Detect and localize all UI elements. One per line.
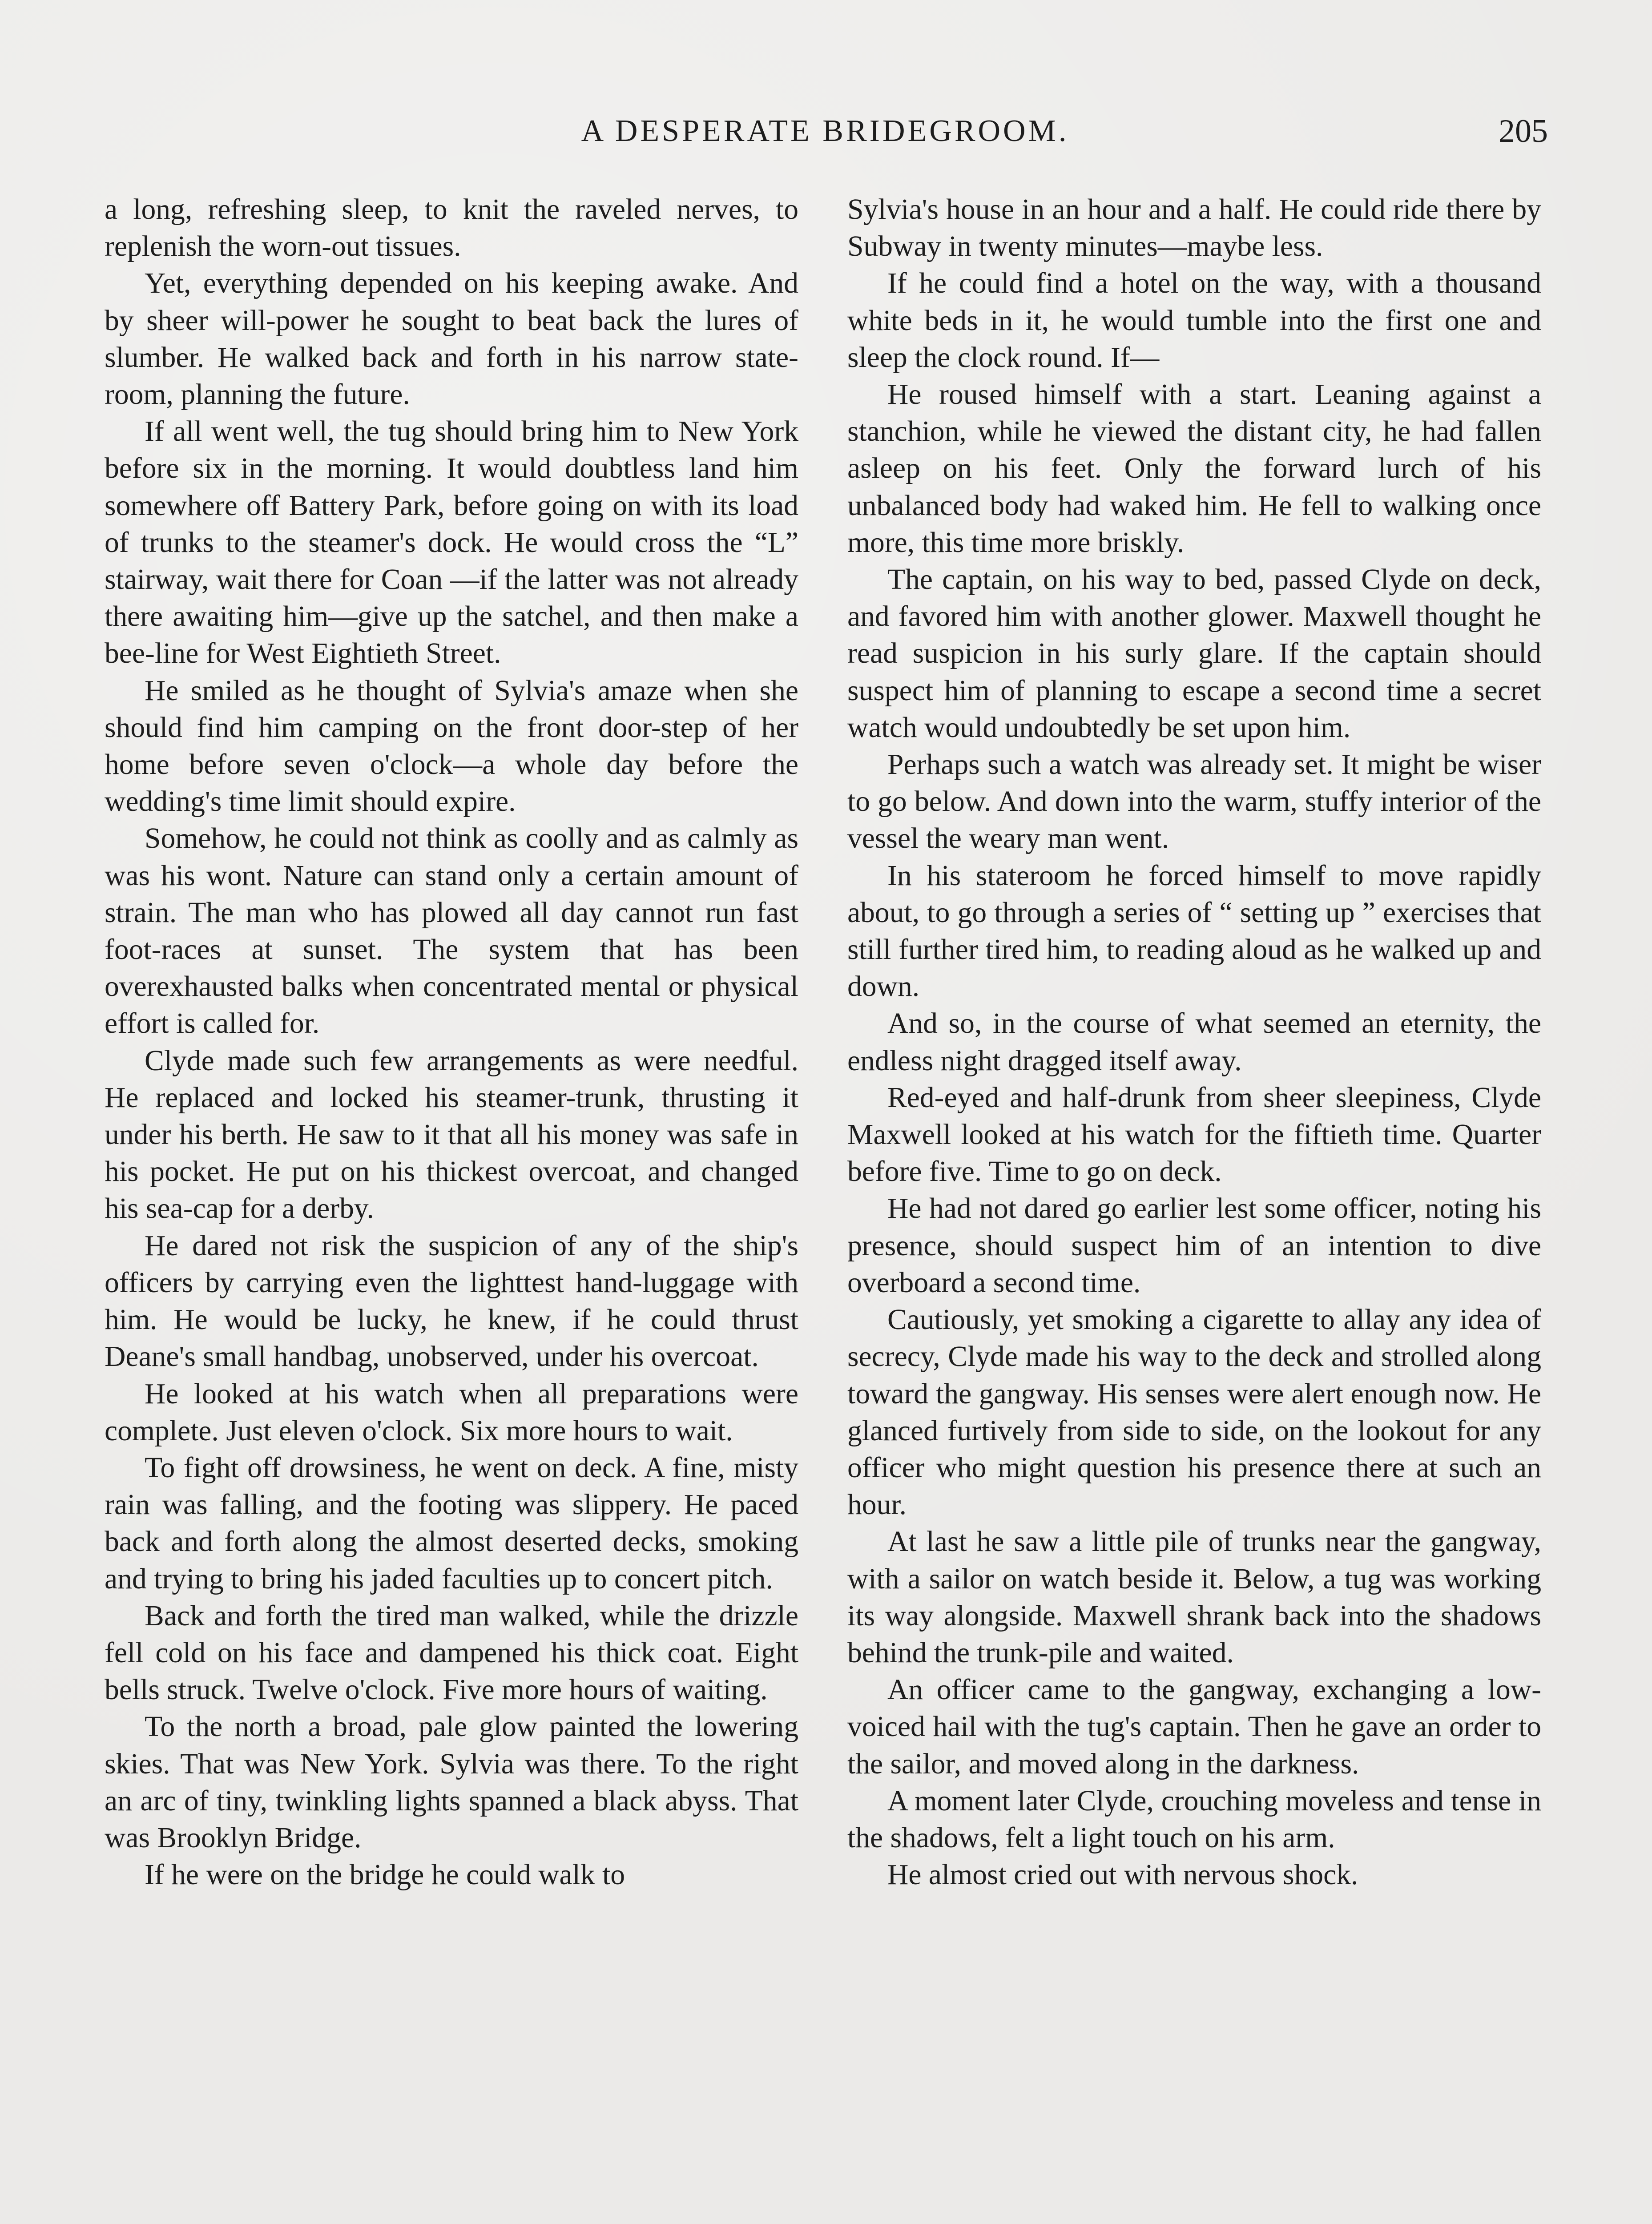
paragraph: Cautiously, yet smoking a cigarette to allay any idea of secrecy, Clyde made his way to the deck and strolled along toward the gangway. His senses were alert enough now. He glanced furtively from side to side, on the lookout for any officer who might question his presence there at such an hour.	[847, 1304, 1541, 1521]
paragraph: Perhaps such a watch was already set. It might be wiser to go below. And down into the warm, stuffy interior of the vessel the weary man went.	[847, 749, 1541, 855]
paragraph: In his stateroom he forced himself to move rapidly about, to go through a series of “ setting up ” exercises that still further tired him, to reading aloud as he walked up and down.	[847, 859, 1541, 1003]
paragraph: Yet, everything depended on his keeping awake. And by sheer will-power he sought to beat back the lures of slumber. He walked back and forth in his narrow state-room, planning the future.	[105, 267, 798, 411]
paragraph: An officer came to the gangway, exchanging a low-voiced hail with the tug's captain. Then he gave an order to the sailor, and moved along in the darkness.	[847, 1674, 1541, 1780]
paragraph: a long, refreshing sleep, to knit the raveled nerves, to replenish the worn-out tissues.	[105, 193, 798, 263]
paragraph: Somehow, he could not think as coolly and as calmly as was his wont. Nature can stand only a certain amount of strain. The man who has plowed all day cannot run fast foot-races at sunset. The system that has been overexhausted balks when concentrated mental or physical effort is called for.	[105, 822, 798, 1040]
paragraph: He almost cried out with nervous shock.	[887, 1859, 1358, 1891]
paragraph: Clyde made such few arrangements as were needful. He replaced and locked his steamer-trunk, thrusting it under his berth. He saw to it that all his money was safe in his pocket. He put on his thickest overcoat, and changed his sea-cap for a derby.	[105, 1044, 798, 1225]
paragraph: And so, in the course of what seemed an eternity, the endless night dragged itself away.	[847, 1007, 1541, 1077]
left-column	[105, 191, 798, 1894]
paragraph: Back and forth the tired man walked, while the drizzle fell cold on his face and dampened his thick coat. Eight bells struck. Twelve o'clock. Five more hours of waiting.	[105, 1600, 798, 1706]
paragraph: Red-eyed and half-drunk from sheer sleepiness, Clyde Maxwell looked at his watch for the fiftieth time. Quarter before five. Time to go on deck.	[847, 1081, 1541, 1188]
paragraph: To fight off drowsiness, he went on deck. A fine, misty rain was falling, and the footing was slippery. He paced back and forth along the almost deserted decks, smoking and trying to bring his jaded faculties up to concert pitch.	[105, 1451, 798, 1595]
right-column	[847, 191, 1541, 1894]
paragraph: He roused himself with a start. Leaning against a stanchion, while he viewed the distant city, he had fallen asleep on his feet. Only the forward lurch of his unbalanced body had waked him. He fell to walking once more, this time more briskly.	[847, 379, 1541, 559]
paragraph: If he were on the bridge he could walk to	[145, 1859, 625, 1891]
paragraph: He smiled as he thought of Sylvia's amaze when she should find him camping on the front door-step of her home before seven o'clock—a whole day before the wedding's time limit should expire.	[105, 674, 798, 818]
running-title: A DESPERATE BRIDEGROOM.	[581, 114, 1069, 148]
paragraph: If he could find a hotel on the way, with a thousand white beds in it, he would tumble into the first one and sleep the clock round. If—	[847, 267, 1541, 374]
paragraph: To the north a broad, pale glow painted the lowering skies. That was New York. Sylvia was there. To the right an arc of tiny, twinkling lights spanned a black abyss. That was Brooklyn Bridge.	[105, 1711, 798, 1854]
paragraph: He had not dared go earlier lest some officer, noting his presence, should suspect him of an intention to dive overboard a second time.	[847, 1193, 1541, 1299]
paragraph: A moment later Clyde, crouching moveless and tense in the shadows, felt a light touch on his arm.	[847, 1785, 1541, 1854]
paragraph: At last he saw a little pile of trunks near the gangway, with a sailor on watch beside it. Below, a tug was working its way alongside. Maxwell shrank back into the shadows behind the trunk-pile and waited.	[847, 1526, 1541, 1669]
paragraph: If all went well, the tug should bring him to New York before six in the morning. It would doubtless land him somewhere off Battery Park, before going on with its load of trunks to the steamer's dock. He would cross the “L” stairway, wait there for Coan —if the latter was not already there awaiting him—give up the satchel, and then make a bee-line for West Eightieth Street.	[105, 415, 798, 670]
page-number: 205	[1499, 113, 1548, 149]
paragraph: He looked at his watch when all preparations were complete. Just eleven o'clock. Six more hours to wait.	[105, 1378, 798, 1447]
page-header	[102, 107, 1548, 156]
paragraph: Sylvia's house in an hour and a half. He could ride there by Subway in twenty minutes—maybe less.	[847, 193, 1541, 263]
paragraph: He dared not risk the suspicion of any of the ship's officers by carrying even the lighttest hand-luggage with him. He would be lucky, he knew, if he could thrust Deane's small handbag, unobserved, under his overcoat.	[105, 1229, 798, 1373]
paragraph: The captain, on his way to bed, passed Clyde on deck, and favored him with another glower. Maxwell thought he read suspicion in his surly glare. If the captain should suspect him of planning to escape a second time a secret watch would undoubtedly be set upon him.	[847, 564, 1541, 744]
